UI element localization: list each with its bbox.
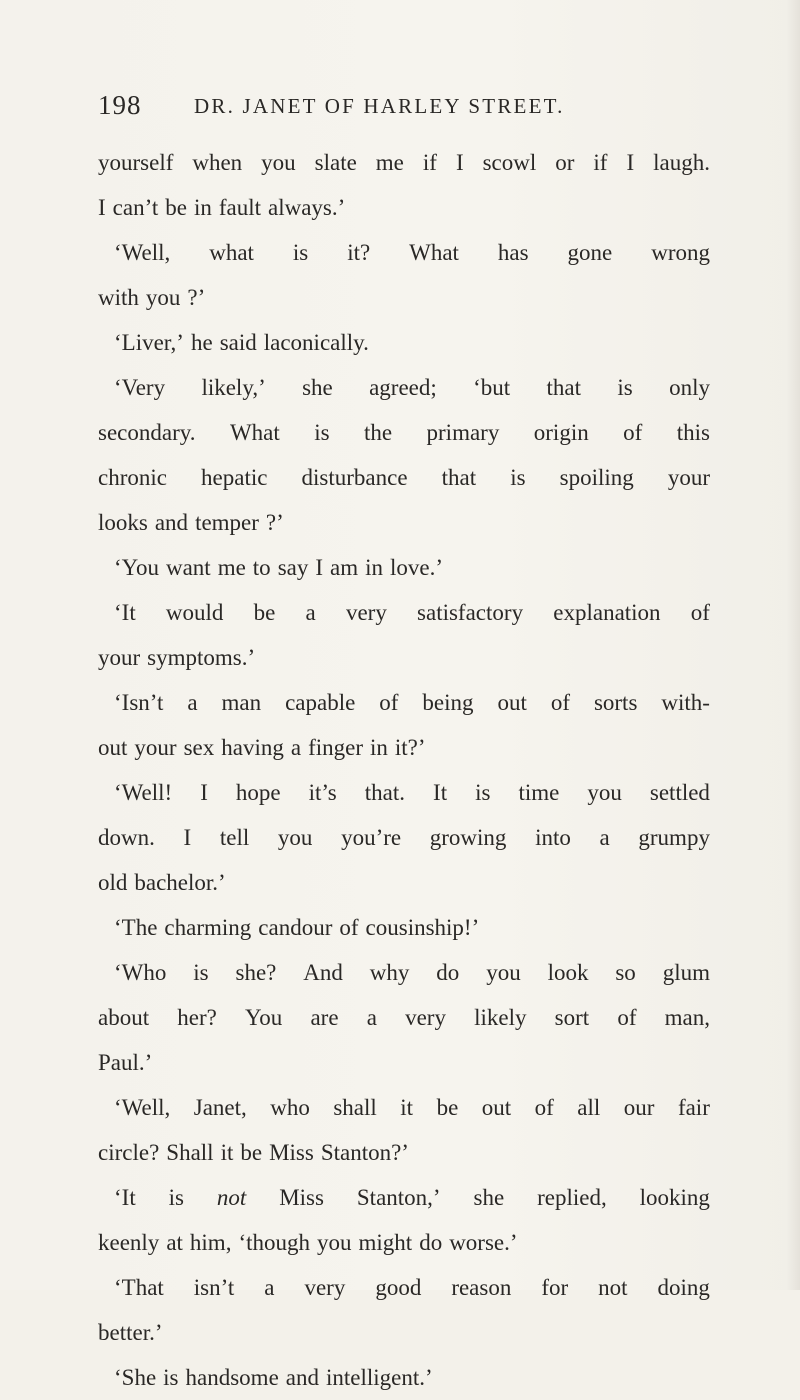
word: looks [98,510,148,535]
word: of [690,600,710,625]
word: why [369,960,410,985]
word: a [599,825,610,850]
word: being [422,690,474,715]
word: out [98,735,128,760]
word: satisfactory [417,600,524,625]
word: am [330,555,359,580]
word: do [419,1230,443,1255]
word: isn’t [193,1275,235,1300]
word: Shall [166,1140,214,1165]
word: out [481,1095,512,1120]
word: handsome [185,1365,279,1390]
word: your [98,645,141,670]
word: hope [235,780,281,805]
word: is [163,1365,179,1390]
word: that [441,465,477,490]
text-line [98,1220,710,1265]
text-line [98,815,710,860]
word: love.’ [390,555,444,580]
text-line [98,995,710,1040]
word: slate [314,150,357,175]
word: very [304,1275,346,1300]
word: grumpy [638,825,710,850]
word: Miss [279,1185,324,1210]
page-number: 198 [98,90,142,120]
text-line [98,905,710,950]
word: your [667,465,710,490]
word: he [190,330,213,355]
word: you [317,1230,352,1255]
word: keenly [98,1230,160,1255]
word: can’t [112,195,159,220]
word: sex [183,735,215,760]
word: better.’ [98,1320,163,1345]
text-line [98,1355,710,1400]
text-line [98,140,710,185]
word: I [626,150,635,175]
text-line [98,590,710,635]
word: candour [258,915,333,940]
text-line [98,455,710,500]
word: I [98,195,106,220]
word: a [187,690,198,715]
word: a [366,1005,377,1030]
word: spoiling [559,465,634,490]
text-line [98,1310,710,1355]
text-line [98,725,710,770]
word: explanation [553,600,661,625]
word: when [192,150,243,175]
word: Paul.’ [98,1050,153,1075]
word: our [623,1095,655,1120]
word: of [623,420,643,445]
word: say [277,555,309,580]
word: said [219,330,257,355]
word: intelligent.’ [326,1365,433,1390]
word: your [134,735,177,760]
word: be [436,1095,459,1120]
word: circle? [98,1140,160,1165]
word: glum [662,960,710,985]
word: chronic [98,465,167,490]
word: so [615,960,636,985]
word: wrong [651,240,710,265]
word: be [253,600,276,625]
word: and [154,510,189,535]
word: a [290,735,302,760]
word: What [229,420,280,445]
word: fault [218,195,261,220]
word: or [555,150,575,175]
word: and [285,1365,319,1390]
text-line [98,1085,710,1130]
word: growing [429,825,507,850]
text-line [98,230,710,275]
word: ‘Isn’t [114,690,164,715]
word: you [145,285,181,310]
word: looking [639,1185,710,1210]
word: it? [347,240,371,265]
word: I [183,825,192,850]
word: a [305,600,316,625]
text-line [98,365,710,410]
word: ‘She [114,1365,157,1390]
word: disturbance [301,465,408,490]
word: might [358,1230,413,1255]
word: ‘Who [114,960,167,985]
text-line [98,1040,710,1085]
word: Stanton?’ [320,1140,409,1165]
word: likely,’ [201,375,266,400]
running-head [98,88,708,124]
word: for [541,1275,569,1300]
text-line [98,1265,710,1310]
word: bachelor.’ [134,870,226,895]
text-line [98,770,710,815]
text-line [98,185,710,230]
word: you [587,780,622,805]
word: it [400,1095,414,1120]
word: in [365,555,384,580]
word: want [165,555,211,580]
word: ?’ [265,510,284,535]
word: scowl [482,150,537,175]
word: of [379,690,399,715]
word: fair [677,1095,710,1120]
word: she? [235,960,277,985]
word: him, [189,1230,232,1255]
word: of [550,690,570,715]
word: good [375,1275,422,1300]
word: that [546,375,582,400]
word: Janet, [193,1095,247,1120]
word: having [221,735,284,760]
word: that. [364,780,406,805]
word: a [264,1275,275,1300]
word: be [165,195,187,220]
word: tell [219,825,250,850]
word: Miss [269,1140,314,1165]
word: is [292,240,309,265]
word: look [547,960,589,985]
text-line [98,635,710,680]
word: very [345,600,387,625]
word: man [221,690,262,715]
word: And [303,960,343,985]
word: not [598,1275,628,1300]
word: in [193,195,212,220]
word: You [245,1005,283,1030]
word: laconically. [263,330,369,355]
word: I [315,555,324,580]
word: is [475,780,491,805]
word: gone [567,240,613,265]
word: cousinship!’ [365,915,480,940]
text-line [98,545,710,590]
word: ?’ [187,285,206,310]
word: it’s [308,780,337,805]
word: replied, [537,1185,607,1210]
word: not [216,1185,247,1210]
word: do [436,960,460,985]
word: secondary. [98,420,196,445]
word: only [669,375,710,400]
running-title: DR. JANET OF HARLEY STREET. [194,94,565,118]
word: ‘Well, [114,1095,171,1120]
word: with- [661,690,710,715]
word: It [433,780,448,805]
word: is [314,420,330,445]
word: is [193,960,209,985]
page-edge-shadow [786,0,800,1290]
word: ‘You [114,555,159,580]
word: it?’ [394,735,426,760]
word: finger [308,735,363,760]
word: yourself [98,150,174,175]
word: you’re [341,825,402,850]
word: are [310,1005,339,1030]
word: about [98,1005,150,1030]
word: me [217,555,246,580]
word: capable [285,690,356,715]
text-line [98,320,710,365]
word: is [510,465,526,490]
word: of [339,915,359,940]
word: ‘Well, [114,240,171,265]
text-line [98,1130,710,1175]
word: I [200,780,208,805]
word: you [261,150,296,175]
word: sorts [593,690,638,715]
word: charming [164,915,252,940]
word: ‘It [114,600,136,625]
word: ‘That [114,1275,164,1300]
word: if [422,150,437,175]
text-line [98,275,710,320]
word: very [405,1005,446,1030]
text-line [98,1175,710,1220]
text-line [98,680,710,725]
word: in [369,735,388,760]
word: it [220,1140,234,1165]
word: of [534,1095,554,1120]
word: settled [649,780,710,805]
body-text [98,140,710,1400]
word: shall [333,1095,377,1120]
word: ‘though [238,1230,311,1255]
word: ‘Well! [114,780,173,805]
word: with [98,285,139,310]
word: down. [98,825,155,850]
word: ‘but [473,375,511,400]
word: primary [426,420,500,445]
word: you [277,825,313,850]
word: What [409,240,459,265]
word: ‘Liver,’ [114,330,184,355]
word: has [497,240,529,265]
word: to [252,555,271,580]
word: is [168,1185,184,1210]
word: man, [664,1005,710,1030]
word: you [486,960,521,985]
word: is [617,375,633,400]
word: reason [451,1275,512,1300]
word: time [518,780,560,805]
word: into [535,825,571,850]
word: out [497,690,527,715]
text-line [98,950,710,995]
word: origin [533,420,589,445]
word: this [676,420,710,445]
word: would [165,600,224,625]
text-line [98,860,710,905]
word: if [593,150,608,175]
word: hepatic [201,465,268,490]
word: the [363,420,393,445]
word: her? [177,1005,217,1030]
word: doing [657,1275,710,1300]
text-line [98,410,710,455]
word: all [577,1095,601,1120]
word: I [455,150,464,175]
word: old [98,870,128,895]
word: me [375,150,404,175]
word: always.’ [268,195,346,220]
word: sort [554,1005,590,1030]
word: who [270,1095,310,1120]
word: she [473,1185,505,1210]
word: ‘Very [114,375,166,400]
word: she [302,375,333,400]
word: temper [195,510,259,535]
word: ‘It [114,1185,136,1210]
word: at [166,1230,183,1255]
word: ‘The [114,915,158,940]
word: likely [474,1005,527,1030]
word: what [209,240,254,265]
word: laugh. [653,150,710,175]
word: agreed; [369,375,437,400]
word: worse.’ [449,1230,518,1255]
word: symptoms.’ [147,645,256,670]
word: be [240,1140,263,1165]
text-line [98,500,710,545]
word: Stanton,’ [356,1185,441,1210]
word: of [617,1005,637,1030]
